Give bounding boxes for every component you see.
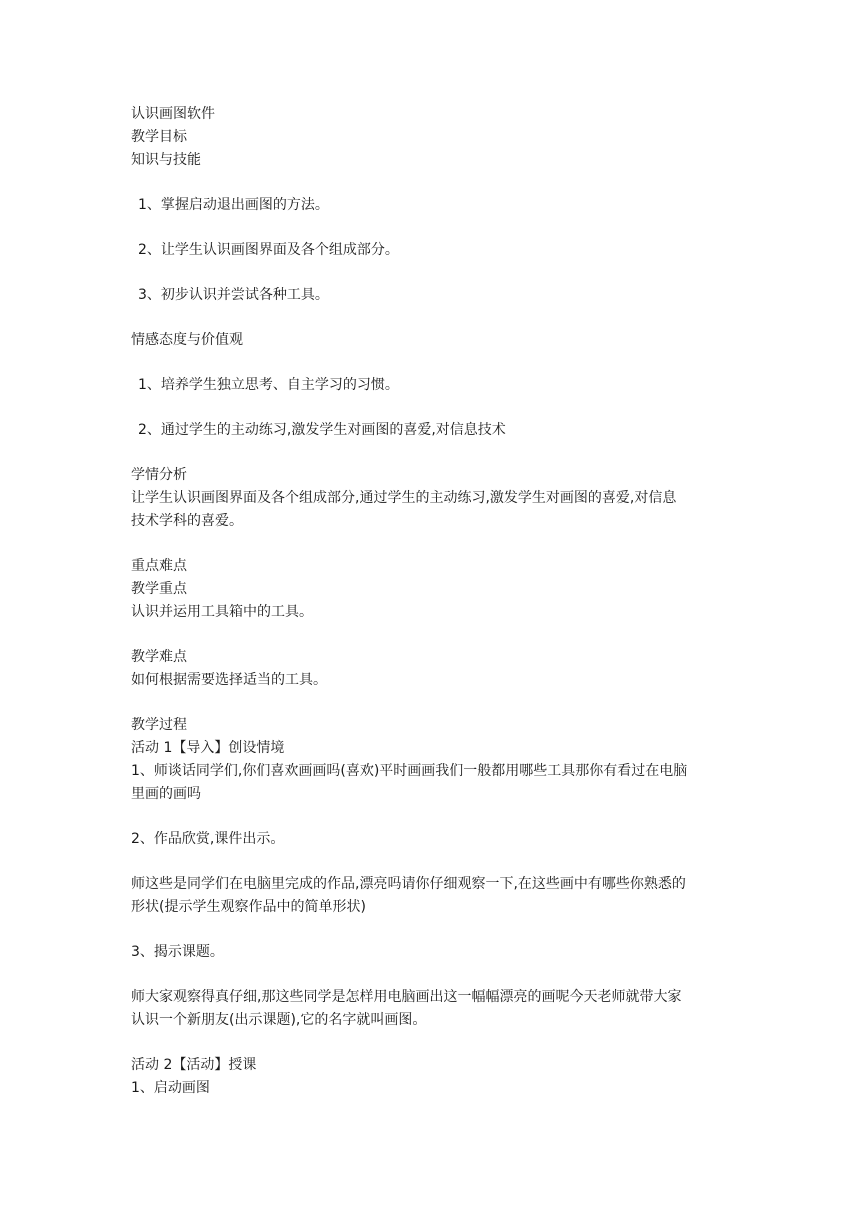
analysis-text: 技术学科的喜爱。 (131, 513, 243, 529)
process-heading: 教学过程 (131, 717, 187, 733)
attitude-item: 1、培养学生独立思考、自主学习的习惯。 (138, 377, 399, 393)
knowledge-heading: 知识与技能 (131, 152, 201, 168)
paragraph: 师这些是同学们在电脑里完成的作品,漂亮吗请你仔细观察一下,在这些画中有哪些你熟悉的 (131, 876, 686, 892)
knowledge-item: 3、初步认识并尝试各种工具。 (138, 287, 329, 303)
activity2-heading: 活动 2【活动】授课 (131, 1057, 257, 1073)
knowledge-item: 2、让学生认识画图界面及各个组成部分。 (138, 242, 399, 258)
attitude-heading: 情感态度与价值观 (131, 332, 243, 348)
key-text: 认识并运用工具箱中的工具。 (131, 604, 313, 620)
key-difficult-heading: 重点难点 (131, 558, 187, 574)
difficult-text: 如何根据需要选择适当的工具。 (131, 672, 327, 688)
paragraph: 认识一个新朋友(出示课题),它的名字就叫画图。 (131, 1012, 427, 1028)
analysis-heading: 学情分析 (131, 467, 187, 483)
paragraph: 形状(提示学生观察作品中的简单形状) (131, 899, 366, 915)
attitude-item: 2、通过学生的主动练习,激发学生对画图的喜爱,对信息技术 (138, 422, 506, 438)
paragraph: 1、师谈话同学们,你们喜欢画画吗(喜欢)平时画画我们一般都用哪些工具那你有看过在电脑 (131, 763, 688, 779)
analysis-text: 让学生认识画图界面及各个组成部分,通过学生的主动练习,激发学生对画图的喜爱,对信息 (131, 490, 677, 506)
key-heading: 教学重点 (131, 581, 187, 597)
paragraph: 1、启动画图 (131, 1080, 210, 1096)
paragraph: 里画的画吗 (131, 786, 201, 802)
paragraph: 3、揭示课题。 (131, 944, 224, 960)
document-title: 认识画图软件 (131, 106, 215, 122)
knowledge-item: 1、掌握启动退出画图的方法。 (138, 197, 329, 213)
paragraph: 师大家观察得真仔细,那这些同学是怎样用电脑画出这一幅幅漂亮的画呢今天老师就带大家 (131, 989, 682, 1005)
paragraph: 2、作品欣赏,课件出示。 (131, 831, 285, 847)
objectives-heading: 教学目标 (131, 129, 187, 145)
difficult-heading: 教学难点 (131, 649, 187, 665)
activity1-heading: 活动 1【导入】创设情境 (131, 740, 285, 756)
